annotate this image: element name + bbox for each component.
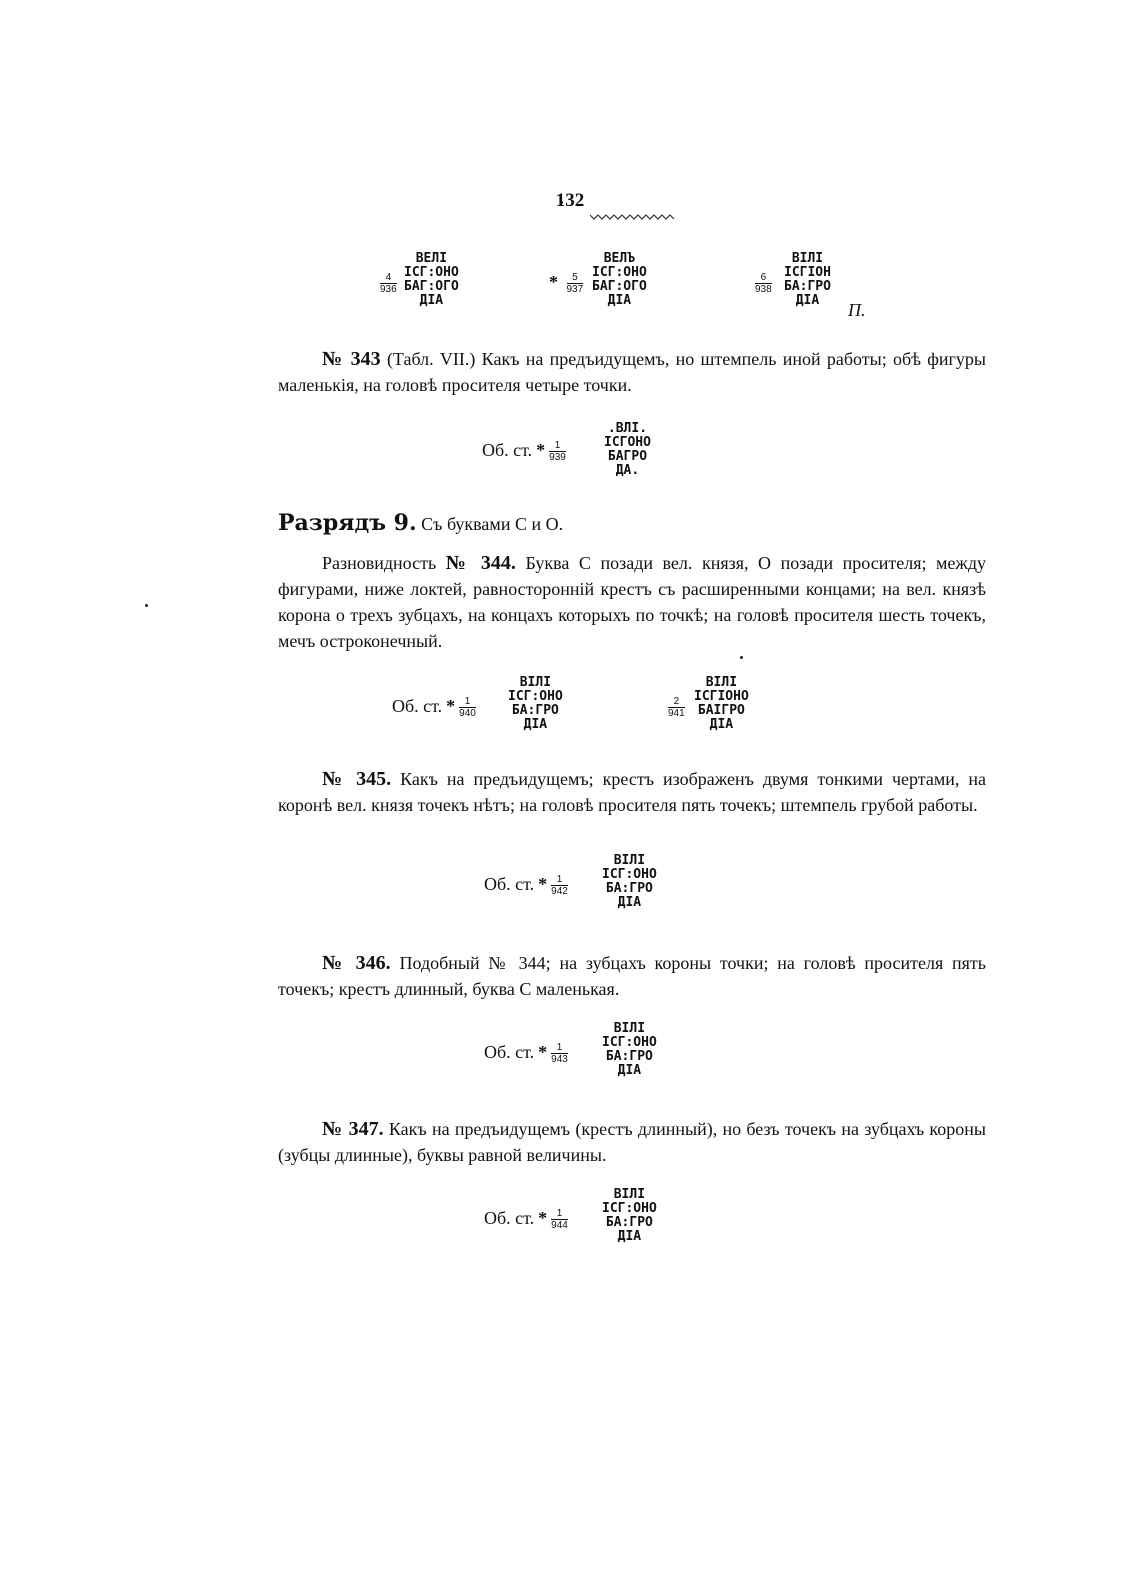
coin-legend-938: ВІЛІ ІСГІОН БА:ГРО ДІА (784, 251, 831, 308)
coin-fraction: $\frac{5}{937}$ (566, 272, 584, 296)
coin-legend-936: ВЕЛІ ІСГ:ОНО БАГ:ОГО ДІА (404, 251, 459, 308)
entry-347: № 347. Какъ на предъидущемъ (крестъ длинный), но безъ точекъ на зубцахъ короны (зубцы длинные), буквы равной величины. (278, 1118, 986, 1165)
stray-dot (145, 604, 148, 607)
coin-fraction: $\frac{6}{938}$ (755, 272, 772, 296)
page-number-ornament (590, 214, 676, 220)
coin-legend-942: ВІЛІ ІСГ:ОНО БА:ГРО ДІА (602, 853, 657, 910)
entry-343: № 343 (Табл. VII.) Какъ на предъидущемъ, но штемпель иной работы; обѣ фигуры маленькія, на головѣ просителя четыре точки. (278, 348, 987, 395)
coin-ref-943: Об. ст. * $\frac{1}{943}$ (484, 1042, 568, 1066)
coin-ref-940: Об. ст. * $\frac{1}{940}$ (392, 696, 476, 720)
coin-legend-941: ВІЛІ ІСГІОНО БАІГРО ДІА (694, 675, 749, 732)
coin-ref-938 (755, 272, 772, 295)
coin-ref-941: $\frac{2}{941}$ (668, 696, 685, 720)
margin-mark: П. (848, 300, 866, 320)
coin-legend-943: ВІЛІ ІСГ:ОНО БА:ГРО ДІА (602, 1021, 657, 1078)
coin-fraction: $\frac{4}{936}$ (380, 272, 397, 296)
entry-346: № 346. Подобный № 344; на зубцахъ короны точки; на головѣ просителя пять точекъ; крестъ длинный, буква С маленькая. (278, 952, 986, 999)
coin-ref-939: Об. ст. * $\frac{1}{939}$ (482, 440, 566, 464)
coin-ref-936 (380, 272, 397, 295)
coin-ref-937: * $\frac{5}{937}$ (549, 272, 584, 296)
coin-legend-940: ВІЛІ ІСГ:ОНО БА:ГРО ДІА (508, 675, 563, 732)
page-number: 132 (555, 190, 585, 211)
section-heading: Разрядъ 9. Съ буквами С и О. (278, 510, 564, 536)
coin-ref-942: Об. ст. * $\frac{1}{942}$ (484, 874, 568, 898)
coin-legend-939: .ВЛІ. ІСГОНО БАГРО ДА. (604, 421, 651, 478)
coin-ref-944: Об. ст. * $\frac{1}{944}$ (484, 1208, 568, 1232)
entry-345: № 345. Какъ на предъидущемъ; крестъ изображенъ двумя тонкими чертами, на коронѣ вел. князя точекъ нѣтъ; на головѣ просителя пять точекъ; штемпель грубой работы. (278, 768, 987, 815)
coin-legend-937: ВЕЛЪ ІСГ:ОНО БАГ:ОГО ДІА (592, 251, 647, 308)
entry-344: Разновидность № 344. Буква С позади вел. князя, О позади просителя; между фигурами, ниже локтей, равносторонній крестъ съ расширенными концами; на вел. князѣ корона о трехъ зубцахъ, на концахъ которыхъ по точкѣ; на головѣ просителя шесть точекъ, мечъ остроконечный. (278, 552, 986, 651)
stray-dot (740, 656, 743, 659)
coin-legend-944: ВІЛІ ІСГ:ОНО БА:ГРО ДІА (602, 1187, 657, 1244)
